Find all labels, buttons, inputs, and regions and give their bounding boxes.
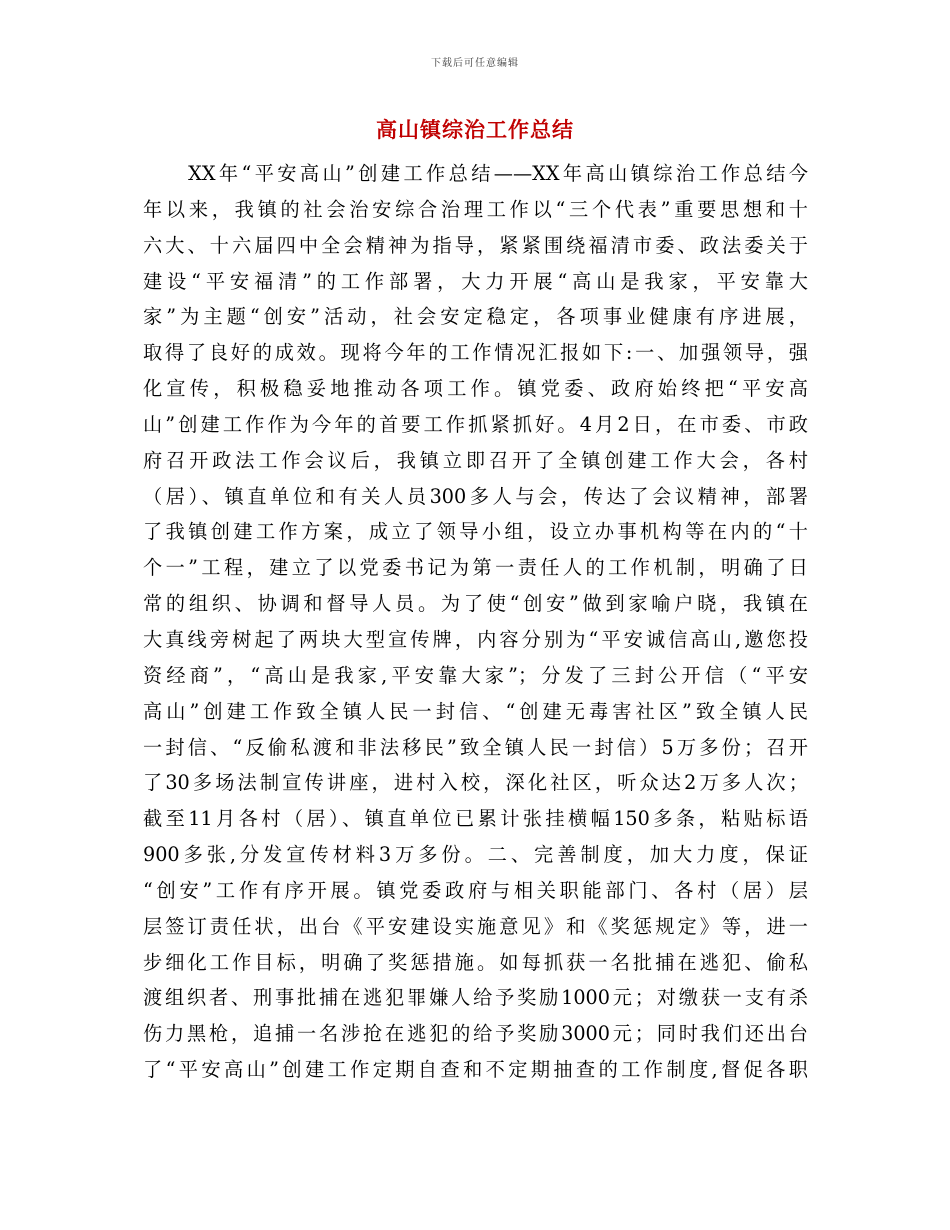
body-text [143,156,808,1088]
body-line: 渡组织者、刑事批捕在逃犯罪嫌人给予奖励1000元；对缴获一支有杀 [143,986,808,1010]
body-line: 常的组织、协调和督导人员。为了使“创安”做到家喻户晓，我镇在 [143,592,808,616]
body-line: “创安”工作有序开展。镇党委政府与相关职能部门、各村（居）层 [143,878,808,902]
body-line: 府召开政法工作会议后，我镇立即召开了全镇创建工作大会，各村 [143,448,808,472]
body-line: 资经商”，“高山是我家,平安靠大家”；分发了三封公开信（“平安 [143,663,808,687]
body-line: 六大、十六届四中全会精神为指导，紧紧围绕福清市委、政法委关于 [143,233,808,257]
body-line: XX年“平安高山”创建工作总结——XX年高山镇综治工作总结今 [143,162,808,185]
body-line: 了我镇创建工作方案，成立了领导小组，设立办事机构等在内的“十 [143,520,808,544]
body-line: 年以来，我镇的社会治安综合治理工作以“三个代表”重要思想和十 [143,197,808,221]
body-line: 化宣传，积极稳妥地推动各项工作。镇党委、政府始终把“平安高 [143,377,808,401]
body-line: 山”创建工作作为今年的首要工作抓紧抓好。4月2日，在市委、市政 [143,412,808,436]
body-line: 900多张,分发宣传材料3万多份。二、完善制度，加大力度，保证 [143,843,808,867]
body-line: 一封信、“反偷私渡和非法移民”致全镇人民一封信）5万多份；召开 [143,735,808,759]
body-line: （居）、镇直单位和有关人员300多人与会，传达了会议精神，部署 [143,484,808,508]
body-line: 了30多场法制宣传讲座，进村入校，深化社区，听众达2万多人次； [143,771,808,795]
body-line: 取得了良好的成效。现将今年的工作情况汇报如下:一、加强领导，强 [143,341,808,365]
body-line: 家”为主题“创安”活动，社会安定稳定，各项事业健康有序进展， [143,305,808,329]
header-note: 下载后可任意编辑 [431,58,519,69]
body-line: 步细化工作目标，明确了奖惩措施。如每抓获一名批捕在逃犯、偷私 [143,950,808,974]
document-title: 高山镇综治工作总结 [376,117,574,142]
body-line: 伤力黑枪，追捕一名涉抢在逃犯的给予奖励3000元；同时我们还出台 [143,1022,808,1046]
body-line: 大真线旁树起了两块大型宣传牌，内容分别为“平安诚信高山,邀您投 [143,627,808,651]
body-line: 了“平安高山”创建工作定期自查和不定期抽查的工作制度,督促各职 [143,1058,808,1082]
body-line: 个一”工程，建立了以党委书记为第一责任人的工作机制，明确了日 [143,556,808,580]
body-line: 建设“平安福清”的工作部署，大力开展“高山是我家，平安靠大 [143,269,808,293]
body-line: 截至11月各村（居）、镇直单位已累计张挂横幅150多条，粘贴标语 [143,807,808,831]
body-line: 高山”创建工作致全镇人民一封信、“创建无毒害社区”致全镇人民 [143,699,808,723]
body-line: 层签订责任状，出台《平安建设实施意见》和《奖惩规定》等，进一 [143,914,808,938]
